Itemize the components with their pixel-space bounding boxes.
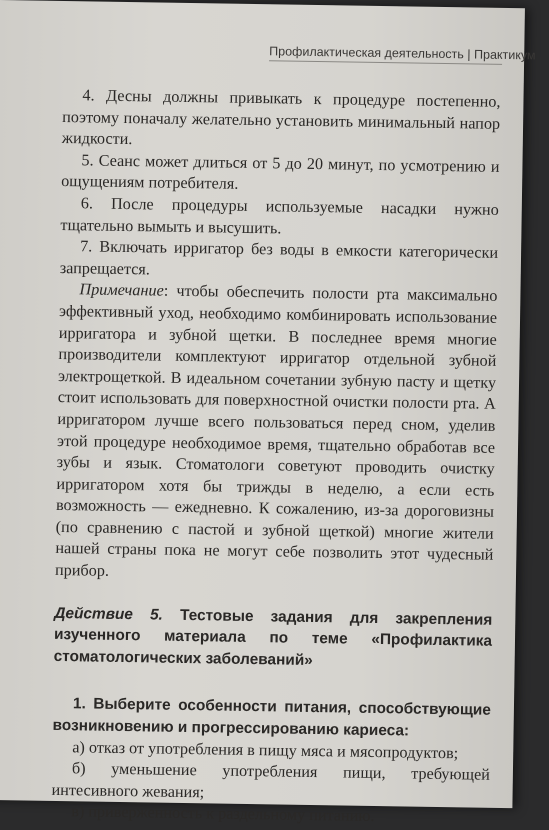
action-title: Тестовые задания для закрепления изученного материала по теме «Профилактика стоматологических заболеваний» — [53, 606, 493, 669]
step-7-paragraph: 7. Включать ирригатор без воды в емкости категорически запрещается. — [59, 237, 499, 279]
answer-option-b: б) уменьшение употребления пищи, требующей интесивного жевания; — [51, 759, 491, 802]
answer-option-c: в) приверженность к раздельному питанию. — [71, 802, 375, 826]
step-6-paragraph: 6. После процедуры используемые насадки нужно тщательно вымыть и высушить. — [60, 194, 499, 238]
action-heading — [54, 603, 493, 675]
action-label: Действие 5. — [54, 604, 164, 624]
note-label: Примечание — [79, 280, 164, 300]
header-section: Профилактическая деятельность — [269, 44, 464, 62]
note-text: : чтобы обеспечить полости рта максимально эффективный уход, необходимо комбинировать использование ирригатора и зубной щетки. В последнее время многие производители комплектуют ирригатор отдельной зубной электрощеткой. В идеальном сочетании зубную пасту и щетку стоит использовать для поверхностной очистки полости рта. А ирригатором лучше всего пользоваться перед сном, уделив этой процедуре необходимое время, тщательно обработав все зубы и язык. Стоматологи советуют проводить очистку ирригатором хотя бы трижды в неделю, а если есть возможность — ежедневно. К сожалению, из-за дороговизны (по сравнению с пастой и зубной щеткой) многие жители нашей страны пока не могут себе позволить этот чудесный прибор. — [54, 281, 498, 580]
step-5-paragraph: 5. Сеанс может длиться от 5 до 20 минут, по усмотрению и ощущениям потребителя. — [61, 151, 500, 194]
running-header — [269, 44, 536, 65]
answer-option-a: а) отказ от употребления в пищу мяса и мясопродуктов; — [72, 737, 459, 762]
note-paragraph — [55, 279, 498, 588]
step-4-paragraph: 4. Десны должны привыкать к процедуре постепенно, поэтому поначалу желательно установить минимальный напор жидкости. — [61, 86, 501, 149]
header-subsection: Практикум — [473, 47, 536, 63]
page-body — [51, 85, 501, 830]
header-separator: | — [467, 47, 471, 62]
question-1-text: 1. Выберите особенности питания, способствующие возникновению и прогрессированию кариеса: — [52, 695, 492, 740]
